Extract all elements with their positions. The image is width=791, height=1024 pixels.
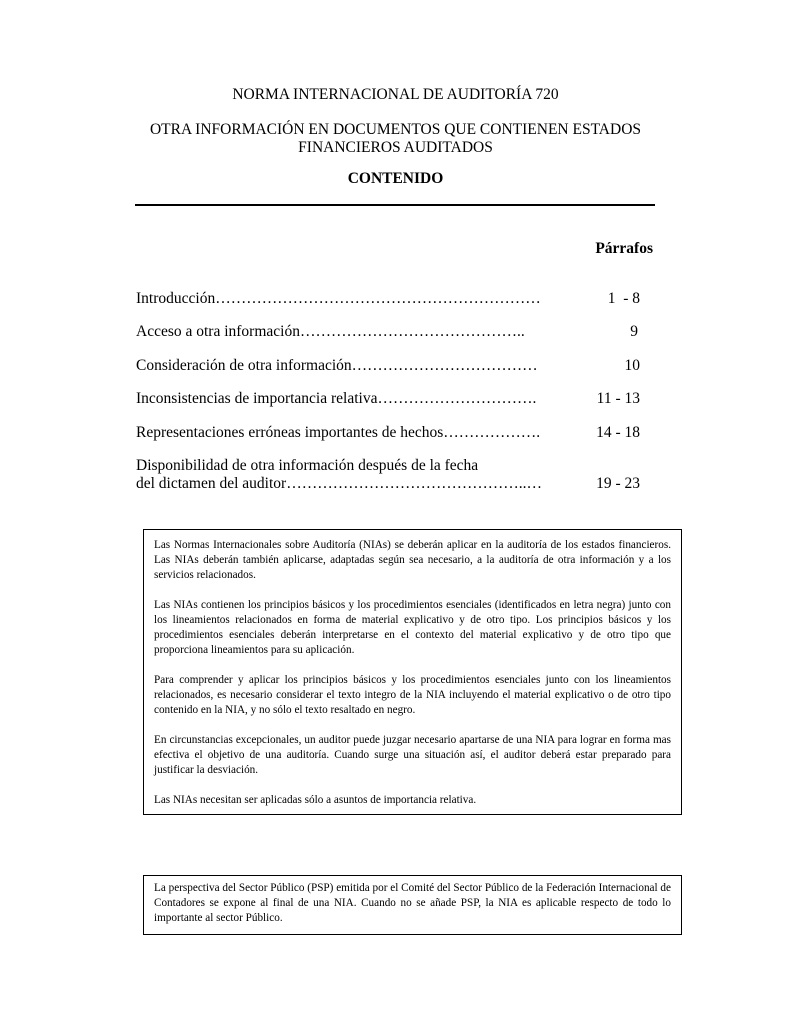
- toc-entry-label-line-2: del dictamen del auditor………………………………………..…: [136, 475, 542, 492]
- toc-entry: [136, 457, 656, 497]
- toc-entry-label: Introducción………………………………………………………: [136, 290, 541, 307]
- subtitle-line-1: OTRA INFORMACIÓN EN DOCUMENTOS QUE CONTIENEN ESTADOS: [149, 121, 642, 138]
- notice-paragraph: Las NIAs contienen los principios básicos y los procedimientos esenciales (identificados en letra negra) junto con los lineamientos relacionados en forma de material explicativo y de otro tipo. Los principios básicos y los procedimientos esenciales deberán interpretarse en el contexto del material explicativo y de otro tipo que proporciona lineamientos para su aplicación.: [154, 599, 671, 656]
- subtitle-line-2: FINANCIEROS AUDITADOS: [298, 139, 493, 156]
- toc-entry-pages: 14 - 18: [596, 424, 640, 441]
- toc-entry-label: Acceso a otra información……………………………………..: [136, 323, 525, 340]
- toc-entry-pages: 1 - 8: [607, 290, 640, 307]
- toc-entry: [136, 357, 656, 377]
- psp-paragraph: La perspectiva del Sector Público (PSP) emitida por el Comité del Sector Público de la Federación Internacional de Contadores se expone al final de una NIA. Cuando no se añade PSP, la NIA es aplicable respecto de todo lo importante al sector Público.: [154, 882, 671, 924]
- heading-divider: [135, 204, 655, 206]
- toc-entry-pages: 9: [630, 323, 638, 340]
- psp-notice-box: [143, 875, 682, 935]
- toc-entry: [136, 424, 656, 444]
- toc-entry-label: Representaciones erróneas importantes de hechos……………….: [136, 424, 541, 441]
- toc-entry-label: Consideración de otra información………………………………: [136, 357, 538, 374]
- toc-entry: [136, 390, 656, 410]
- notice-paragraph: Las NIAs necesitan ser aplicadas sólo a asuntos de importancia relativa.: [154, 794, 477, 806]
- toc-entry-label: Inconsistencias de importancia relativa………………………….: [136, 390, 537, 407]
- notice-paragraph: En circunstancias excepcionales, un auditor puede juzgar necesario apartarse de una NIA para lograr en forma mas efectiva el objetivo de una auditoría. Cuando surge una situación así, el auditor deberá estar preparado para justificar la desviación.: [154, 734, 671, 776]
- document-title: NORMA INTERNACIONAL DE AUDITORÍA 720: [232, 86, 559, 103]
- nia-notice-box: [143, 529, 682, 815]
- notice-paragraph: Las Normas Internacionales sobre Auditoría (NIAs) se deberán aplicar en la auditoría de los estados financieros. Las NIAs deberán también aplicarse, adaptadas según sea necesario, a la auditoría de otra información y a los servicios relacionados.: [154, 539, 671, 581]
- toc-entry-pages: 11 - 13: [596, 390, 640, 407]
- document-subtitle: [0, 121, 791, 157]
- toc-entry-label-line-1: Disponibilidad de otra información después de la fecha: [136, 457, 479, 474]
- toc-entry-pages: 19 - 23: [596, 475, 640, 492]
- toc-entry: [136, 290, 656, 310]
- notice-paragraph: Para comprender y aplicar los principios básicos y los procedimientos esenciales junto con los lineamientos relacionados, es necesario considerar el texto integro de la NIA incluyendo el material explicativo o de otro tipo contenido en la NIA, y no sólo el texto resaltado en negro.: [154, 674, 671, 716]
- contents-heading: CONTENIDO: [347, 170, 444, 187]
- toc-entry: [136, 323, 656, 343]
- toc-entry-pages: 10: [624, 357, 640, 374]
- paragraphs-column-heading: Párrafos: [595, 240, 653, 257]
